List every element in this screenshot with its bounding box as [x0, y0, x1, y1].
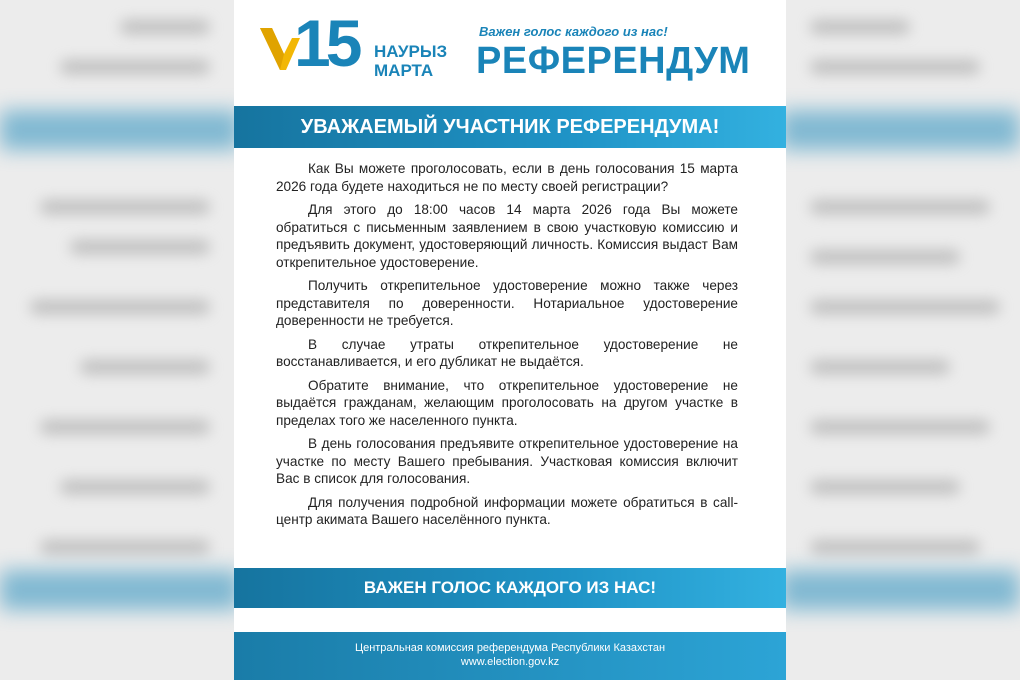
greeting-banner: УВАЖАЕМЫЙ УЧАСТНИК РЕФЕРЕНДУМА!	[234, 106, 786, 148]
footer-organization: Центральная комиссия референдума Республики Казахстан	[354, 642, 666, 654]
slogan-banner: ВАЖЕН ГОЛОС КАЖДОГО ИЗ НАС!	[234, 568, 786, 608]
logo-day: 15	[294, 6, 358, 80]
paragraph: Обратите внимание, что открепительное удостоверение не выдаётся гражданам, желающим проголосовать на другом участке в пределах того же населенного пункта.	[276, 377, 738, 428]
paragraph: В случае утраты открепительное удостоверение не восстанавливается, и его дубликат не выдаётся.	[276, 336, 738, 369]
paragraph: В день голосования предъявите открепительное удостоверение на участке по месту Вашего пребывания. Участковая комиссия включит Вас в список для голосования.	[276, 436, 738, 486]
paragraph: Для этого до 18:00 часов 14 марта 2026 года Вы можете обратиться с письменным заявлением в свою участковую комиссию и предъявить документ, удостоверяющий личность. Комиссия выдаст Вам открепительное удостоверение.	[276, 202, 738, 270]
paragraph: Получить открепительное удостоверение можно также через представителя по доверенности. Нотариальное удостоверение доверенности не требуется.	[276, 278, 738, 328]
logo-month	[374, 42, 447, 80]
footer-website-link[interactable]: www.election.gov.kz	[460, 656, 560, 668]
header-title: РЕФЕРЕНДУМ	[476, 40, 751, 82]
poster-header	[234, 0, 786, 100]
header-slogan: Важен голос каждого из нас!	[479, 24, 668, 39]
notice-body	[276, 160, 738, 535]
paragraph: Как Вы можете проголосовать, если в день голосования 15 марта 2026 года будете находиться не по месту своей регистрации?	[276, 161, 738, 194]
paragraph: Для получения подробной информации можете обратиться в call-центр акимата Вашего населённого пункта.	[276, 494, 738, 527]
referendum-logo	[260, 6, 460, 86]
month-ru: МАРТА	[374, 61, 434, 80]
referendum-poster	[234, 0, 786, 680]
footer	[234, 632, 786, 680]
month-kz: НАУРЫЗ	[374, 42, 448, 61]
